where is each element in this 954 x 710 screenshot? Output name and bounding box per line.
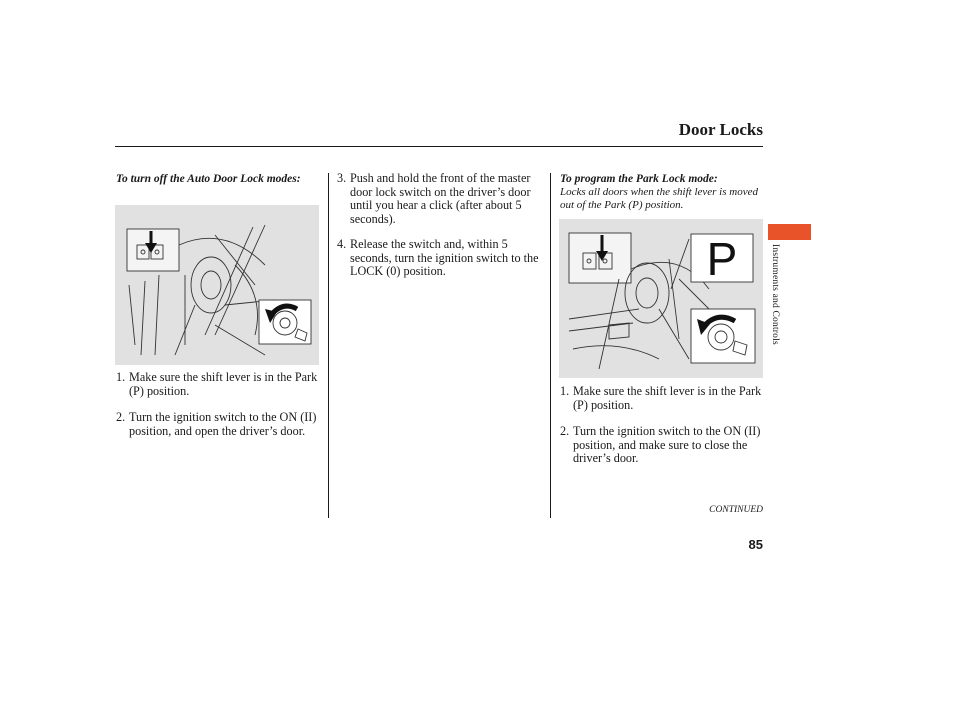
illustration-park-lock <box>559 219 763 378</box>
step-text: Turn the ignition switch to the ON (II) position, and make sure to close the driver’s door. <box>573 424 761 465</box>
page-title: Door Locks <box>678 120 763 139</box>
step-number: 2. <box>560 424 570 438</box>
right-subheading: Locks all doors when the shift lever is moved out of the Park (P) position. <box>560 186 758 211</box>
step-number: 1. <box>116 370 126 384</box>
column-divider-right <box>550 173 551 518</box>
left-heading: To turn off the Auto Door Lock modes: <box>116 173 301 185</box>
title-divider <box>115 146 763 147</box>
illustration-door-switch-ignition <box>115 205 319 365</box>
step-text: Turn the ignition switch to the ON (II) position, and open the driver’s door. <box>129 410 317 438</box>
left-step-1 <box>116 371 321 398</box>
page-number: 85 <box>748 537 763 552</box>
middle-step-3 <box>337 172 540 226</box>
step-text: Release the switch and, within 5 seconds, turn the ignition switch to the LOCK (0) position. <box>350 237 539 278</box>
right-step-2 <box>560 425 765 466</box>
step-number: 4. <box>337 237 347 251</box>
step-number: 3. <box>337 171 347 185</box>
section-tab-marker <box>768 224 811 240</box>
column-divider-left <box>328 173 329 518</box>
continued-label: CONTINUED <box>709 505 763 515</box>
section-tab-text: Instruments and Controls <box>770 244 780 345</box>
right-step-1 <box>560 385 765 412</box>
section-tab-label <box>770 244 784 370</box>
step-number: 2. <box>116 410 126 424</box>
step-text: Push and hold the front of the master door lock switch on the driver’s door until you hear a click (after about 5 seconds). <box>350 171 531 226</box>
middle-step-4 <box>337 238 540 279</box>
step-number: 1. <box>560 384 570 398</box>
park-symbol: P <box>706 233 738 285</box>
step-text: Make sure the shift lever is in the Park (P) position. <box>129 370 318 398</box>
right-heading: To program the Park Lock mode: <box>560 173 718 185</box>
left-step-2 <box>116 411 321 438</box>
step-text: Make sure the shift lever is in the Park (P) position. <box>573 384 762 412</box>
